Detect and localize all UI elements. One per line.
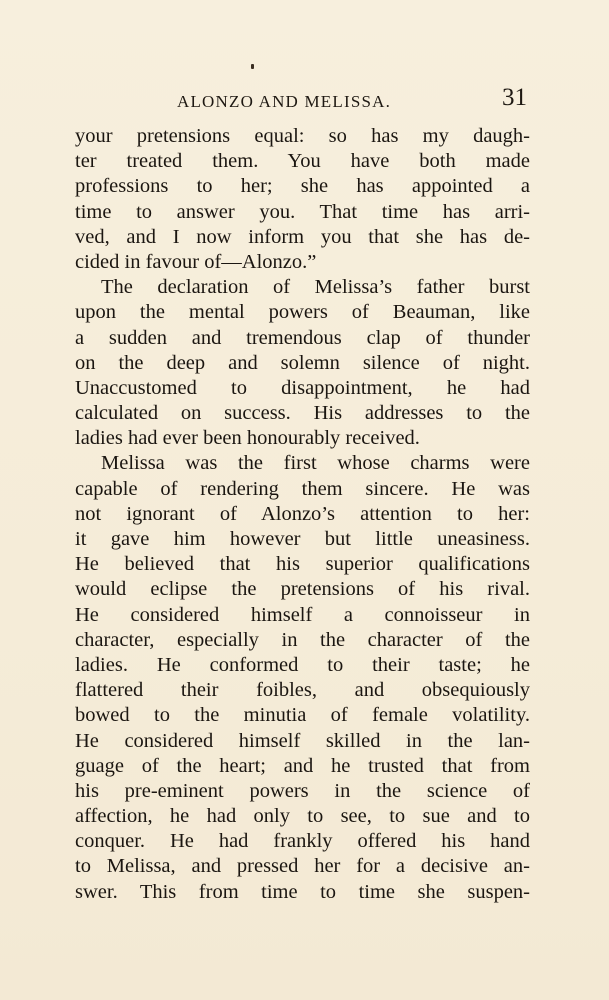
text-line: swer. This from time to time she suspen- [75,880,530,903]
text-line: ladies. He conformed to their taste; he [75,653,530,676]
text-line: bowed to the minutia of female volatility. [75,704,530,727]
text-line: The declaration of Melissa’s father burst [101,276,530,299]
text-line: cided in favour of—Alonzo.” [75,250,317,273]
text-line: would eclipse the pretensions of his rival. [75,578,530,601]
text-line: not ignorant of Alonzo’s attention to her: [75,502,530,525]
running-head: ALONZO AND MELISSA. [177,92,392,111]
text-line: ter treated them. You have both made [75,150,530,173]
text-line: to Melissa, and pressed her for a decisive an- [75,855,530,878]
ink-speck [251,64,254,69]
text-line: affection, he had only to see, to sue and to [75,805,530,828]
text-line: ladies had ever been honourably received. [75,427,420,450]
text-line: He considered himself a connoisseur in [75,603,530,626]
text-line: professions to her; she has appointed a [75,175,530,198]
text-line: He believed that his superior qualifications [75,553,530,576]
text-line: time to answer you. That time has arri- [75,200,530,223]
page-number: 31 [502,84,527,111]
text-line: Unaccustomed to disappointment, he had [75,376,530,399]
text-line: flattered their foibles, and obsequiously [75,679,530,702]
text-line: conquer. He had frankly offered his hand [75,830,530,853]
text-line: ved, and I now inform you that she has de- [75,225,530,248]
page-header [75,84,530,118]
text-line: capable of rendering them sincere. He was [75,477,530,500]
text-line: He considered himself skilled in the lan- [75,729,530,752]
text-line: calculated on success. His addresses to the [75,402,530,425]
text-line: upon the mental powers of Beauman, like [75,301,530,324]
text-line: it gave him however but little uneasiness. [75,528,530,550]
text-line: on the deep and solemn silence of night. [75,351,530,374]
text-line: your pretensions equal: so has my daugh- [75,125,530,147]
text-line: his pre-eminent powers in the science of [75,779,530,802]
text-line: character, especially in the character of the [75,628,530,651]
text-line: a sudden and tremendous clap of thunder [75,326,530,349]
text-line: Melissa was the first whose charms were [101,452,530,475]
text-line: guage of the heart; and he trusted that from [75,754,530,777]
body-text [75,124,530,905]
